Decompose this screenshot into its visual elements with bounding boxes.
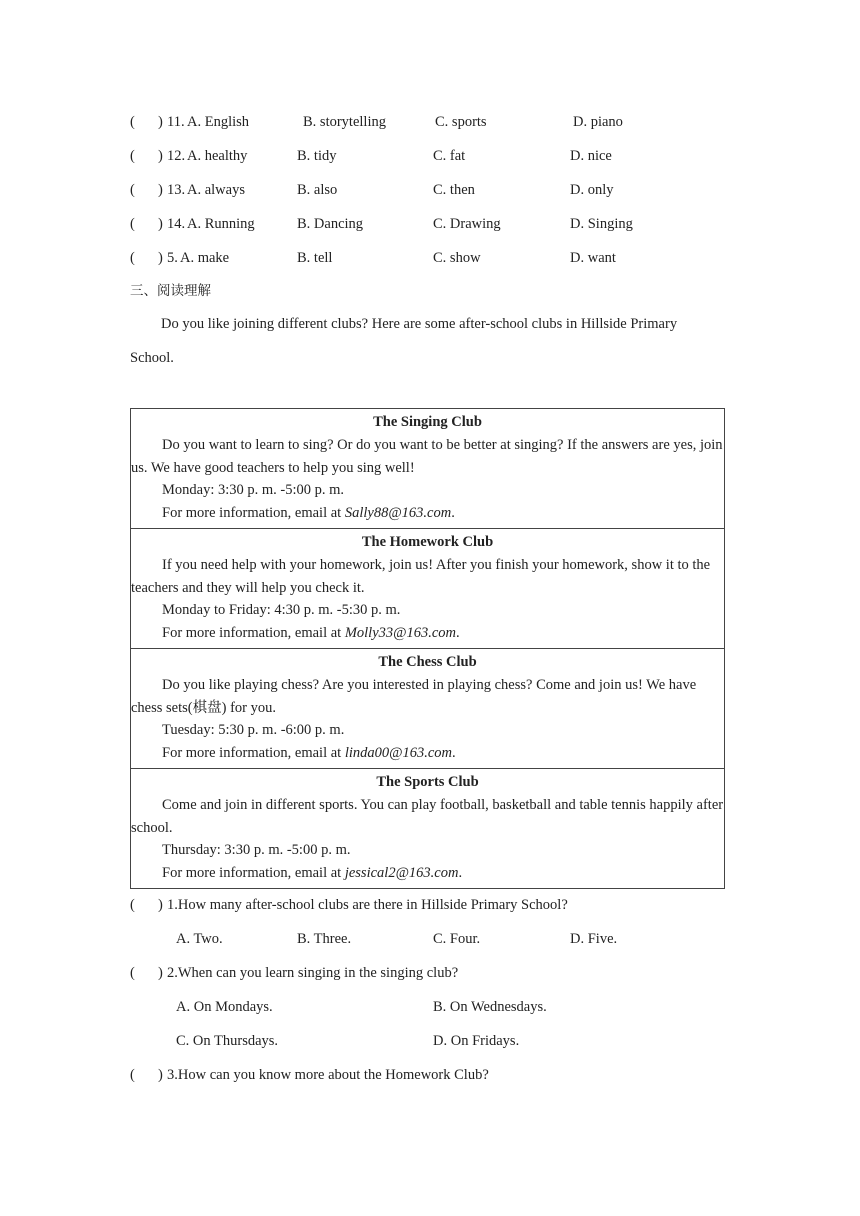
club-time: Monday to Friday: 4:30 p. m. -5:30 p. m. <box>162 602 401 619</box>
option-d: D. piano <box>573 114 623 130</box>
answer-bracket[interactable]: ( <box>130 897 135 913</box>
question-number: 11. <box>167 114 185 130</box>
answer-bracket[interactable]: ( <box>130 216 135 232</box>
club-time: Thursday: 3:30 p. m. -5:00 p. m. <box>162 842 351 859</box>
email-link[interactable]: linda00@163.com <box>344 745 453 762</box>
intro-text: Do you like joining different clubs? Here are some after-school clubs in Hillside Primary School. <box>130 316 678 366</box>
email-suffix: . <box>451 505 455 522</box>
club-chess <box>131 648 725 768</box>
answer-bracket-close: ) <box>158 182 163 198</box>
answer-bracket[interactable]: ( <box>130 182 135 198</box>
email-suffix: . <box>456 625 460 642</box>
club-cell <box>131 528 725 648</box>
club-description: If you need help with your homework, join us! After you finish your homework, show it to the teachers and they will help you check it. <box>131 556 711 596</box>
club-contact <box>131 742 724 765</box>
question-number: 14. <box>167 216 186 232</box>
answer-bracket[interactable]: ( <box>130 148 135 164</box>
club-time: Monday: 3:30 p. m. -5:00 p. m. <box>162 482 345 499</box>
email-prefix: For more information, email at <box>162 505 345 522</box>
option-d: D. only <box>570 182 614 198</box>
option-a: A. Two. <box>176 931 223 947</box>
answer-bracket-close: ) <box>158 216 163 232</box>
option-a: A. Running <box>187 216 255 232</box>
intro-paragraph <box>130 307 724 375</box>
option-d: D. On Fridays. <box>433 1033 520 1049</box>
club-cell <box>131 768 725 888</box>
option-b: B. Three. <box>297 931 352 947</box>
club-cell <box>131 409 725 529</box>
option-d: D. Five. <box>570 931 618 947</box>
email-link[interactable]: Sally88@163.com <box>344 505 452 522</box>
club-description: Do you like playing chess? Are you interested in playing chess? Come and join us! We have chess sets(棋盘) for you. <box>131 676 697 716</box>
club-homework <box>131 528 725 648</box>
option-d: D. want <box>570 250 616 266</box>
option-b: B. also <box>297 182 338 198</box>
club-title: The Sports Club <box>376 773 479 790</box>
question-stem: 3.How can you know more about the Homework Club? <box>167 1067 489 1083</box>
answer-bracket-close: ) <box>158 897 163 913</box>
question-number: 12. <box>167 148 186 164</box>
email-suffix: . <box>452 745 456 762</box>
answer-bracket[interactable]: ( <box>130 965 135 981</box>
question-stem: 1.How many after-school clubs are there in Hillside Primary School? <box>167 897 568 913</box>
answer-bracket-close: ) <box>158 1067 163 1083</box>
question-number: 5. <box>167 250 178 266</box>
email-suffix: . <box>458 865 463 882</box>
club-sports <box>131 768 725 888</box>
answer-bracket[interactable]: ( <box>130 250 135 266</box>
club-contact <box>131 502 724 525</box>
answer-bracket[interactable]: ( <box>130 1067 135 1083</box>
answer-bracket-close: ) <box>158 148 163 164</box>
club-description: Come and join in different sports. You can play football, basketball and table tennis happily after school. <box>131 796 724 836</box>
question-stem: 2.When can you learn singing in the singing club? <box>167 965 459 981</box>
club-description: Do you want to learn to sing? Or do you want to be better at singing? If the answers are yes, join us. We have good teachers to help you sing well! <box>131 436 723 476</box>
option-c: C. Drawing <box>433 216 501 232</box>
option-c: C. sports <box>435 114 487 130</box>
option-c: C. show <box>433 250 481 266</box>
club-time: Tuesday: 5:30 p. m. -6:00 p. m. <box>162 722 345 739</box>
option-a: A. On Mondays. <box>176 999 273 1015</box>
answer-bracket[interactable]: ( <box>130 114 135 130</box>
option-a: A. always <box>187 182 245 198</box>
option-b: B. Dancing <box>297 216 364 232</box>
email-link[interactable]: jessical2@163.com <box>344 865 459 882</box>
club-singing <box>131 409 725 529</box>
club-cell <box>131 648 725 768</box>
section-heading: 三、阅读理解 <box>130 283 211 299</box>
option-a: A. English <box>187 114 250 130</box>
option-b: B. tidy <box>297 148 337 164</box>
option-c: C. then <box>433 182 475 198</box>
option-a: A. make <box>180 250 230 266</box>
club-title: The Singing Club <box>373 414 482 430</box>
question-number: 13. <box>167 182 186 198</box>
email-prefix: For more information, email at <box>162 625 345 642</box>
email-prefix: For more information, email at <box>162 865 345 882</box>
club-title: The Homework Club <box>361 533 494 550</box>
answer-bracket-close: ) <box>158 250 163 266</box>
option-b: B. storytelling <box>303 114 386 130</box>
option-c: C. Four. <box>433 931 481 947</box>
option-b: B. On Wednesdays. <box>433 999 547 1015</box>
option-b: B. tell <box>297 250 333 266</box>
club-title: The Chess Club <box>378 653 477 670</box>
option-a: A. healthy <box>187 148 248 164</box>
option-c: C. fat <box>433 148 466 164</box>
clubs-table <box>130 408 725 889</box>
club-contact <box>131 862 724 885</box>
answer-bracket-close: ) <box>158 965 163 981</box>
option-d: D. nice <box>570 148 612 164</box>
option-c: C. On Thursdays. <box>176 1033 279 1049</box>
email-link[interactable]: Molly33@163.com <box>344 625 457 642</box>
club-contact <box>131 622 724 645</box>
email-prefix: For more information, email at <box>162 745 345 762</box>
option-d: D. Singing <box>570 216 633 232</box>
answer-bracket-close: ) <box>158 114 163 130</box>
